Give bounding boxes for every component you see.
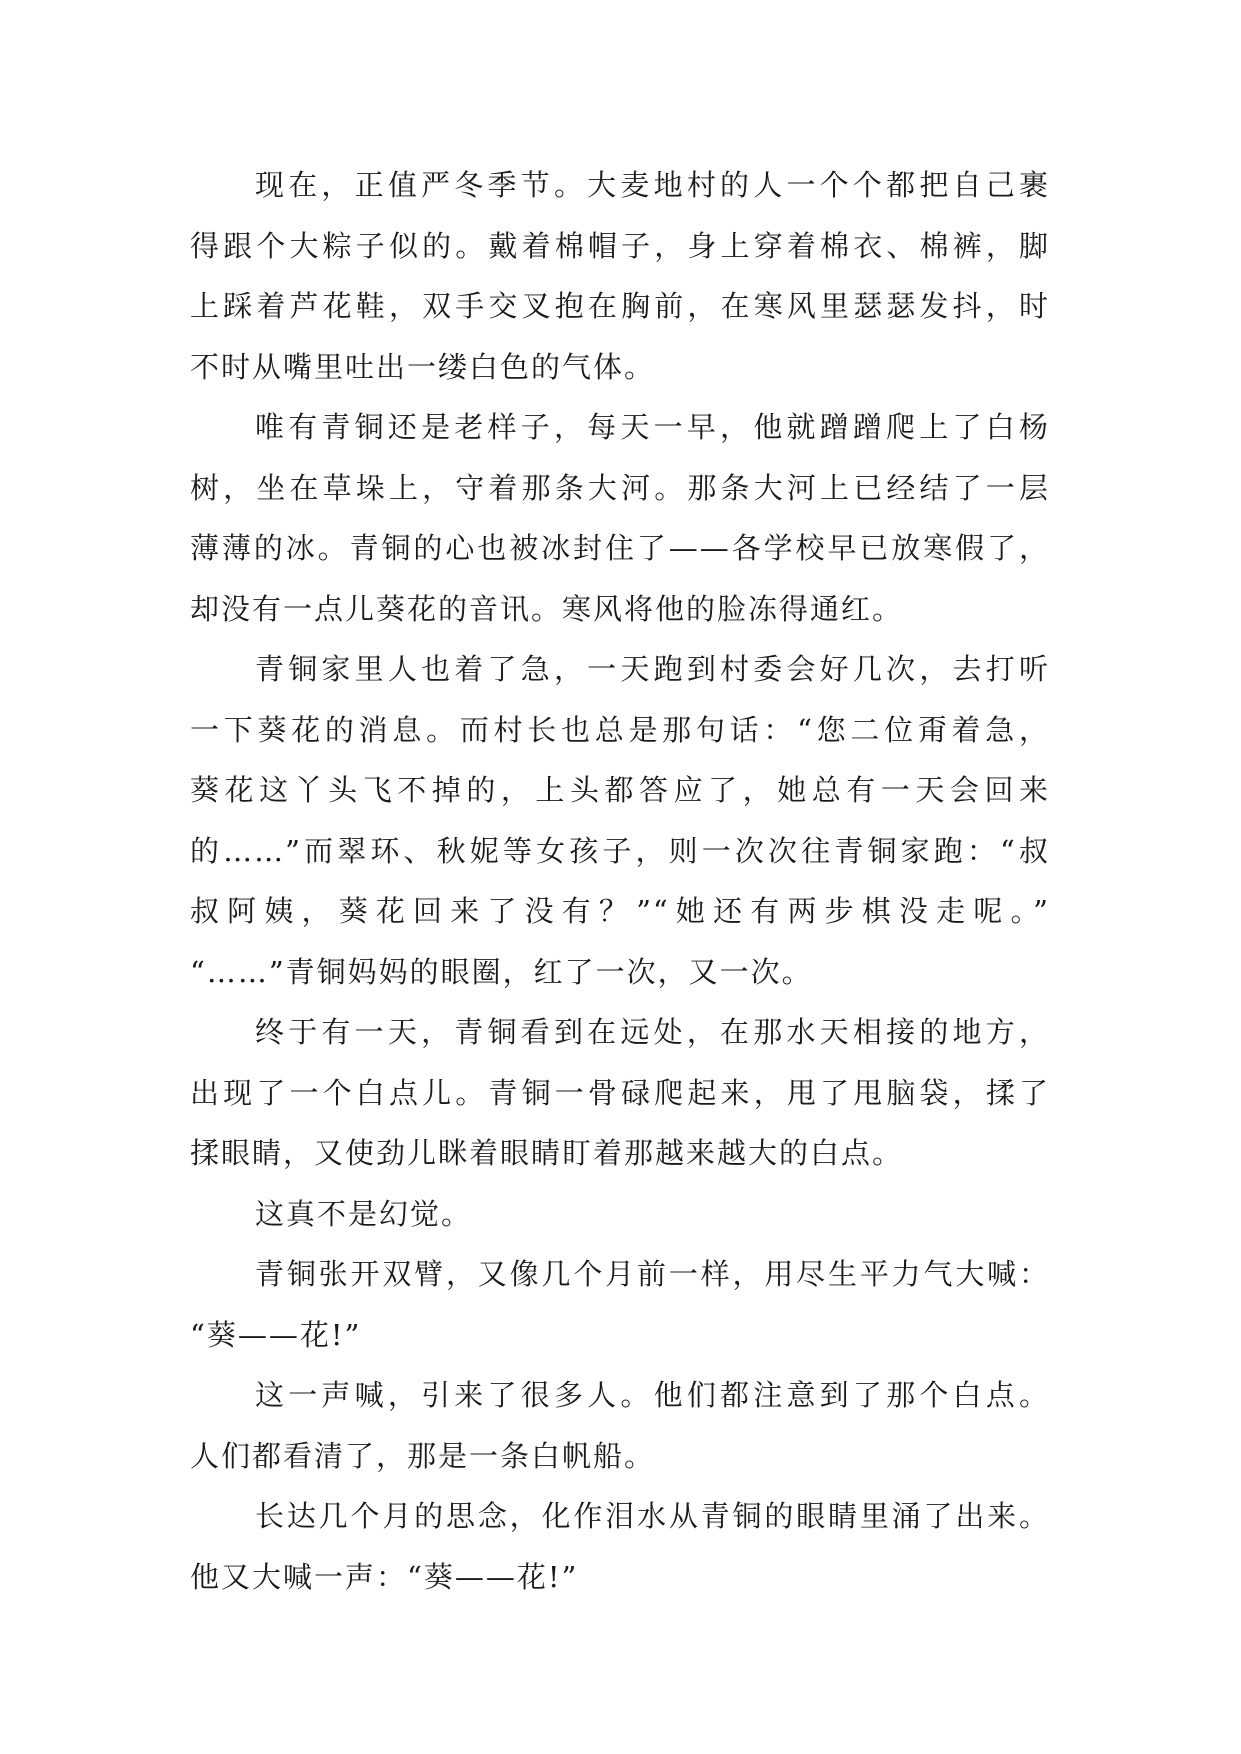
- text-line: 上踩着芦花鞋，双手交叉抱在胸前，在寒风里瑟瑟发抖，时: [190, 289, 1050, 323]
- text-line: 不时从嘴里吐出一缕白色的气体。: [190, 349, 656, 384]
- text-line: “葵——花!”: [190, 1317, 362, 1352]
- text-line: 终于有一天，青铜看到在远处，在那水天相接的地方，: [255, 1015, 1050, 1049]
- text-line: 的……”而翠环、秋妮等女孩子，则一次次往青铜家跑：“叔: [190, 833, 1050, 868]
- text-line: 叔阿姨，葵花回来了没有？”“她还有两步棋没走呢。”: [190, 894, 1050, 928]
- text-line: 人们都看清了，那是一条白帆船。: [190, 1438, 656, 1473]
- text-line: 树，坐在草垛上，守着那条大河。那条大河上已经结了一层: [190, 470, 1050, 505]
- text-line: 出现了一个白点儿。青铜一骨碌爬起来，甩了甩脑袋，揉了: [190, 1075, 1050, 1110]
- text-line: 青铜家里人也着了急，一天跑到村委会好几次，去打听: [255, 652, 1050, 686]
- text-line: 这一声喊，引来了很多人。他们都注意到了那个白点。: [255, 1378, 1050, 1412]
- text-line: 他又大喊一声：“葵——花!”: [190, 1559, 579, 1594]
- text-line: 青铜张开双臂，又像几个月前一样，用尽生平力气大喊：: [255, 1257, 1050, 1291]
- text-line: “……”青铜妈妈的眼圈，红了一次，又一次。: [190, 954, 813, 989]
- text-line: 这真不是幻觉。: [255, 1196, 473, 1231]
- text-line: 长达几个月的思念，化作泪水从青铜的眼睛里涌了出来。: [255, 1499, 1050, 1533]
- text-line: 葵花这丫头飞不掉的，上头都答应了，她总有一天会回来: [190, 773, 1050, 807]
- text-line: 一下葵花的消息。而村长也总是那句话：“您二位甭着急，: [190, 712, 1050, 747]
- text-line: 唯有青铜还是老样子，每天一早，他就蹭蹭爬上了白杨: [255, 410, 1050, 444]
- text-line: 得跟个大粽子似的。戴着棉帽子，身上穿着棉衣、棉裤，脚: [190, 228, 1050, 263]
- text-line: 揉眼睛，又使劲儿眯着眼睛盯着那越来越大的白点。: [190, 1136, 904, 1170]
- text-line: 薄薄的冰。青铜的心也被冰封住了——各学校早已放寒假了，: [190, 531, 1050, 565]
- body-text: [190, 155, 1050, 1607]
- text-line: 现在，正值严冬季节。大麦地村的人一个个都把自己裹: [255, 168, 1050, 202]
- text-line: 却没有一点儿葵花的音讯。寒风将他的脸冻得通红。: [190, 591, 904, 626]
